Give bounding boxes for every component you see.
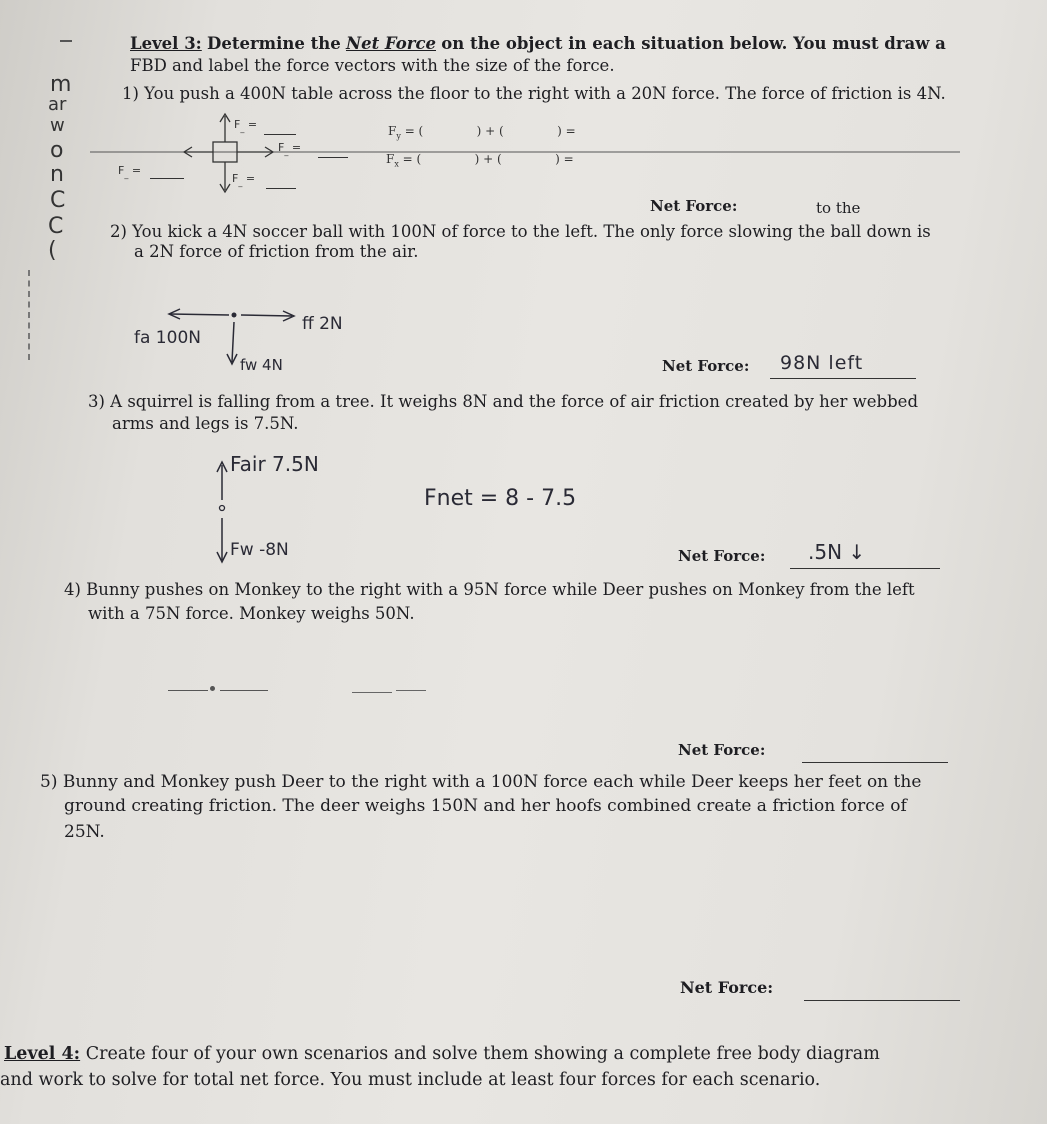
margin-char: ( [48,238,57,263]
level3-title-b: Determine the [207,34,341,53]
q3-text-line2: arms and legs is 7.5N. [112,414,299,433]
q2-net-force-answer[interactable]: 98N left [780,352,864,374]
q1-to-the: to the [816,199,861,217]
q4-answer-line[interactable] [802,762,948,763]
q4-text-line2: with a 75N force. Monkey weighs 50N. [88,604,415,623]
q3-hw-equation: Fnet = 8 - 7.5 [424,486,577,511]
q1-label-right: $F_{\_}$ = [278,141,302,157]
q5-answer-line[interactable] [804,1000,960,1001]
level3-title-net-force: Net Force [345,34,436,53]
q2-text-line1: 2) You kick a 4N soccer ball with 100N of force to the left. The only force slowing the ball down is [110,222,931,241]
q1-text: 1) You push a 400N table across the floor to the right with a 20N force. The force of friction is 4N. [122,84,946,103]
level3-title-d: on the object in each situation below. You must draw a [441,34,946,53]
q3-net-force-label: Net Force: [678,547,766,565]
q2-hw-left: fa 100N [134,328,201,348]
level4-heading [4,1044,880,1064]
q3-net-force-answer[interactable]: .5N ↓ [808,540,866,564]
q3-answer-line [790,568,940,569]
q1-net-force-label: Net Force: [650,197,738,215]
margin-char: o [50,138,64,163]
q1-fy-equation: $F_y$ = ( ) + ( ) = [388,124,576,141]
margin-char: w [50,115,65,136]
q2-text-line2: a 2N force of friction from the air. [134,242,419,261]
q5-text-line2: ground creating friction. The deer weighs 150N and her hoofs combined create a friction force of [64,796,907,816]
margin-char: C [50,188,66,213]
q4-mark [168,690,208,691]
q2-hw-right: ff 2N [302,314,343,334]
q2-net-force-label: Net Force: [662,357,750,375]
q4-mark [352,692,392,693]
q3-hw-up: Fair 7.5N [230,452,319,476]
margin-char: m [50,72,72,97]
q4-net-force-label: Net Force: [678,741,766,759]
q5-net-force-label: Net Force: [680,978,774,997]
level3-heading-line2: FBD and label the force vectors with the size of the force. [130,56,615,75]
q2-hw-down: fw 4N [240,356,283,374]
q3-text-line1: 3) A squirrel is falling from a tree. It weighs 8N and the force of air friction created by her webbed [88,392,919,411]
level4-title: Level 4: [4,1044,81,1064]
margin-char: n [50,162,64,187]
q5-text-line3: 25N. [64,822,105,842]
level4-text-line1: Create four of your own scenarios and solve them showing a complete free body diagram [85,1044,880,1064]
down-arrow-icon: ↓ [848,540,866,564]
level4-text-line2: and work to solve for total net force. You must include at least four forces for each scenario. [0,1070,821,1090]
q1-label-left: $F_{\_}$ = [118,164,142,180]
q4-text-line1: 4) Bunny pushes on Monkey to the right with a 95N force while Deer pushes on Monkey from the left [64,580,915,599]
q3-hw-down: Fw -8N [230,540,289,560]
q1-label-down: $F_{\_}$ = [232,172,256,188]
q5-text-line1: 5) Bunny and Monkey push Deer to the right with a 100N force each while Deer keeps her feet on the [40,772,922,792]
q3-squirrel-dot [220,506,225,511]
margin-char: C [48,214,64,239]
margin-char: ar [48,94,67,115]
q1-label-up: $F_{\_}$ = [234,118,258,134]
q1-fx-equation: $F_x$ = ( ) + ( ) = [386,152,574,169]
q4-mark-dot [210,686,215,691]
q4-mark [396,690,426,691]
q4-mark [220,690,268,691]
level3-title: Level 3: [130,34,202,53]
